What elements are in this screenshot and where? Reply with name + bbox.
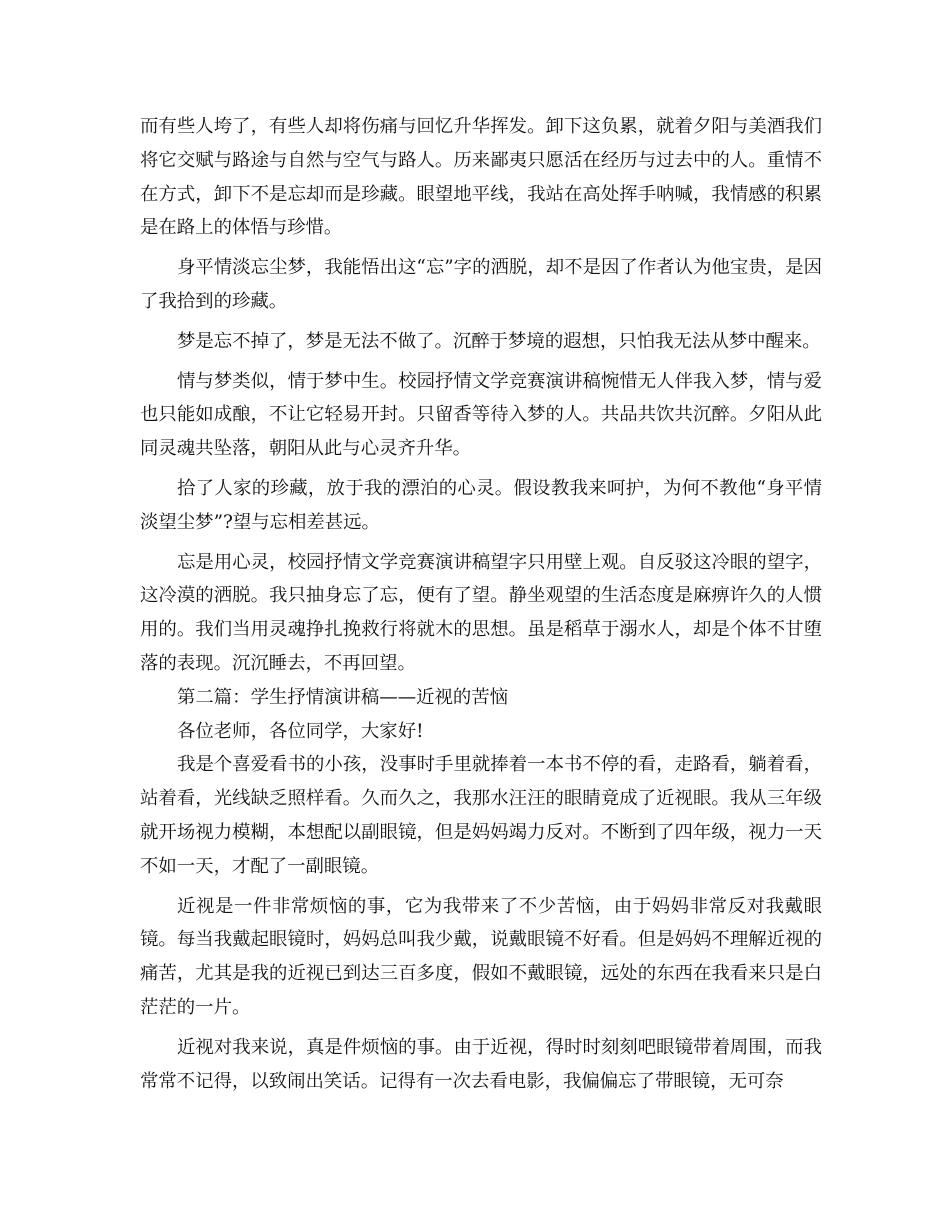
- greeting: 各位老师，各位同学，大家好!: [177, 720, 424, 742]
- section-heading: 第二篇：学生抒情演讲稿——近视的苦恼: [177, 686, 509, 708]
- paragraph: 近视是一件非常烦恼的事，它为我带来了不少苦恼，由于妈妈非常反对我戴眼镜。每当我戴起眼镜时，妈妈总叫我少戴，说戴眼镜不好看。但是妈妈不理解近视的痛苦，尤其是我的近视已到达三百多度，假如不戴眼镜，远处的东西在我看来只是白茫茫的一片。: [140, 895, 822, 1018]
- document-body: [140, 110, 822, 1098]
- paragraph: 忘是用心灵，校园抒情文学竞赛演讲稿望字只用壁上观。自反驳这冷眼的望字，这冷漠的洒脱。我只抽身忘了忘，便有了望。静坐观望的生活态度是麻痹许久的人惯用的。我们当用灵魂挣扎挽救行将就木的思想。虽是稻草于溺水人，却是个体不甘堕落的表现。沉沉睡去，不再回望。: [140, 551, 822, 674]
- paragraph-continuation: 而有些人垮了，有些人却将伤痛与回忆升华挥发。卸下这负累，就着夕阳与美酒我们将它交赋与路途与自然与空气与路人。历来鄙夷只愿活在经历与过去中的人。重情不在方式，卸下不是忘却而是珍藏。眼望地平线，我站在高处挥手呐喊，我情感的积累是在路上的体悟与珍惜。: [140, 116, 822, 239]
- paragraph: 我是个喜爱看书的小孩，没事时手里就捧着一本书不停的看，走路看，躺着看，站着看，光线缺乏照样看。久而久之，我那水汪汪的眼睛竟成了近视眼。我从三年级就开场视力模糊，本想配以副眼镜，但是妈妈竭力反对。不断到了四年级，视力一天不如一天，才配了一副眼镜。: [140, 754, 822, 877]
- paragraph-truncated: 近视对我来说，真是件烦恼的事。由于近视，得时时刻刻吧眼镜带着周围，而我常常不记得，以致闹出笑话。记得有一次去看电影，我偏偏忘了带眼镜，无可奈: [140, 1036, 822, 1092]
- paragraph: 梦是忘不掉了，梦是无法不做了。沉醉于梦境的遐想，只怕我无法从梦中醒来。: [177, 330, 821, 352]
- paragraph: 身平情淡忘尘梦，我能悟出这“忘”字的洒脱，却不是因了作者认为他宝贵，是因了我拾到的珍藏。: [140, 257, 822, 312]
- paragraph: 情与梦类似，情于梦中生。校园抒情文学竞赛演讲稿惋惜无人伴我入梦，情与爱也只能如成酿，不让它轻易开封。只留香等待入梦的人。共品共饮共沉醉。夕阳从此同灵魂共坠落，朝阳从此与心灵齐升华。: [140, 370, 822, 460]
- paragraph: 拾了人家的珍藏，放于我的漂泊的心灵。假设教我来呵护，为何不教他“身平情淡望尘梦”?望与忘相差甚远。: [140, 477, 822, 533]
